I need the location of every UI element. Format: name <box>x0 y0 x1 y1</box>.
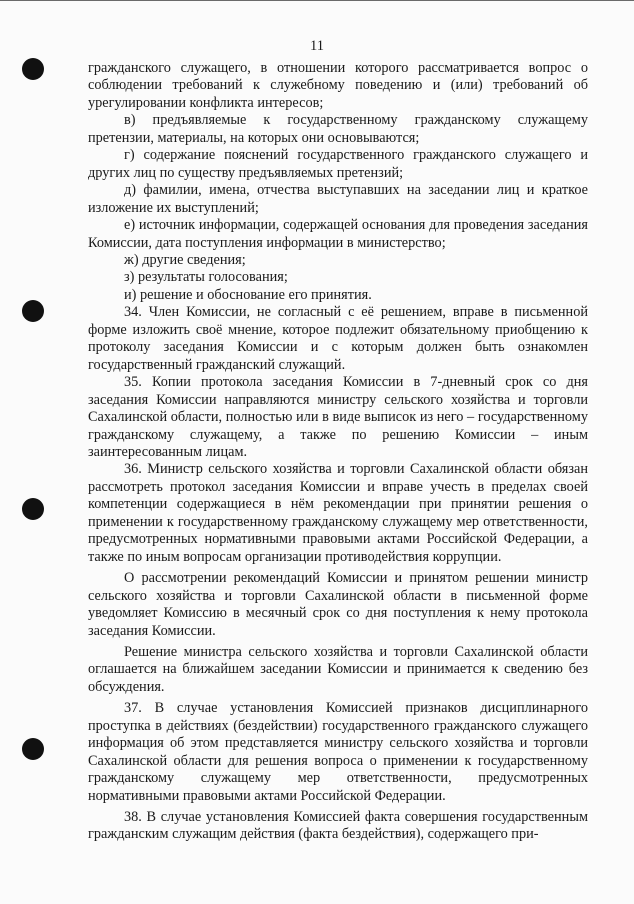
paragraph: 35. Копии протокола заседания Комиссии в 7-дневный срок со дня заседания Комиссии направляются министру сельского хозяйства и торговли Сахалинской области, полностью или в виде выписок из него – государственному гражданскому служащему, а также по решению Комиссии – иным заинтересованным лицам. <box>88 374 588 460</box>
paragraph: 38. В случае установления Комиссией факта совершения государственным гражданским служащим действия (факта бездействия), содержащего при- <box>88 809 588 843</box>
paragraph: О рассмотрении рекомендаций Комиссии и принятом решении министр сельского хозяйства и торговли Сахалинской области в письменной форме уведомляет Комиссию в месячный срок со дня поступления к нему протокола заседания Комиссии. <box>88 570 588 639</box>
paragraph: ж) другие сведения; <box>124 251 246 268</box>
binder-hole-1 <box>22 58 44 80</box>
binder-hole-3 <box>22 498 44 520</box>
paragraph: 36. Министр сельского хозяйства и торговли Сахалинской области обязан рассмотреть протокол заседания Комиссии и вправе учесть в пределах своей компетенции содержащиеся в нём рекомендации при принятии решения о применении к государственному гражданскому служащему мер ответственности, предусмотренных нормативными правовыми актами Российской Федерации, а также по иным вопросам организации противодействия коррупции. <box>88 461 588 565</box>
paragraph: 37. В случае установления Комиссией признаков дисциплинарного проступка в действиях (бездействии) государственного гражданского служащего информация об этом представляется министру сельского хозяйства и торговли Сахалинской области для решения вопроса о применении к государственному гражданскому служащему мер ответственности, предусмотренных нормативными правовыми актами Российской Федерации. <box>88 700 588 804</box>
paragraph: и) решение и обоснование его принятия. <box>124 286 372 303</box>
top-edge-line <box>0 0 634 1</box>
paragraph: гражданского служащего, в отношении которого рассматривается вопрос о соблюдении требований к служебному поведению и (или) требований об урегулировании конфликта интересов; <box>88 60 588 111</box>
paragraph: д) фамилии, имена, отчества выступавших на заседании лиц и краткое изложение их выступлений; <box>88 182 588 216</box>
paragraph: з) результаты голосования; <box>124 269 288 286</box>
paragraph: 34. Член Комиссии, не согласный с её решением, вправе в письменной форме изложить своё мнение, которое подлежит обязательному приобщению к протоколу заседания Комиссии и с которым должен быть ознакомлен государственный гражданский служащий. <box>88 304 588 373</box>
paragraph: Решение министра сельского хозяйства и торговли Сахалинской области оглашается на ближайшем заседании Комиссии и принимается к сведению без обсуждения. <box>88 643 588 695</box>
paragraph: в) предъявляемые к государственному гражданскому служащему претензии, материалы, на которых они основываются; <box>88 112 588 146</box>
page-number: 11 <box>310 38 324 54</box>
document-body <box>88 60 588 844</box>
paragraph: г) содержание пояснений государственного гражданского служащего и других лиц по существу предъявляемых претензий; <box>88 147 588 181</box>
paragraph: е) источник информации, содержащей основания для проведения заседания Комиссии, дата поступления информации в министерство; <box>88 217 588 251</box>
binder-hole-4 <box>22 738 44 760</box>
binder-hole-2 <box>22 300 44 322</box>
